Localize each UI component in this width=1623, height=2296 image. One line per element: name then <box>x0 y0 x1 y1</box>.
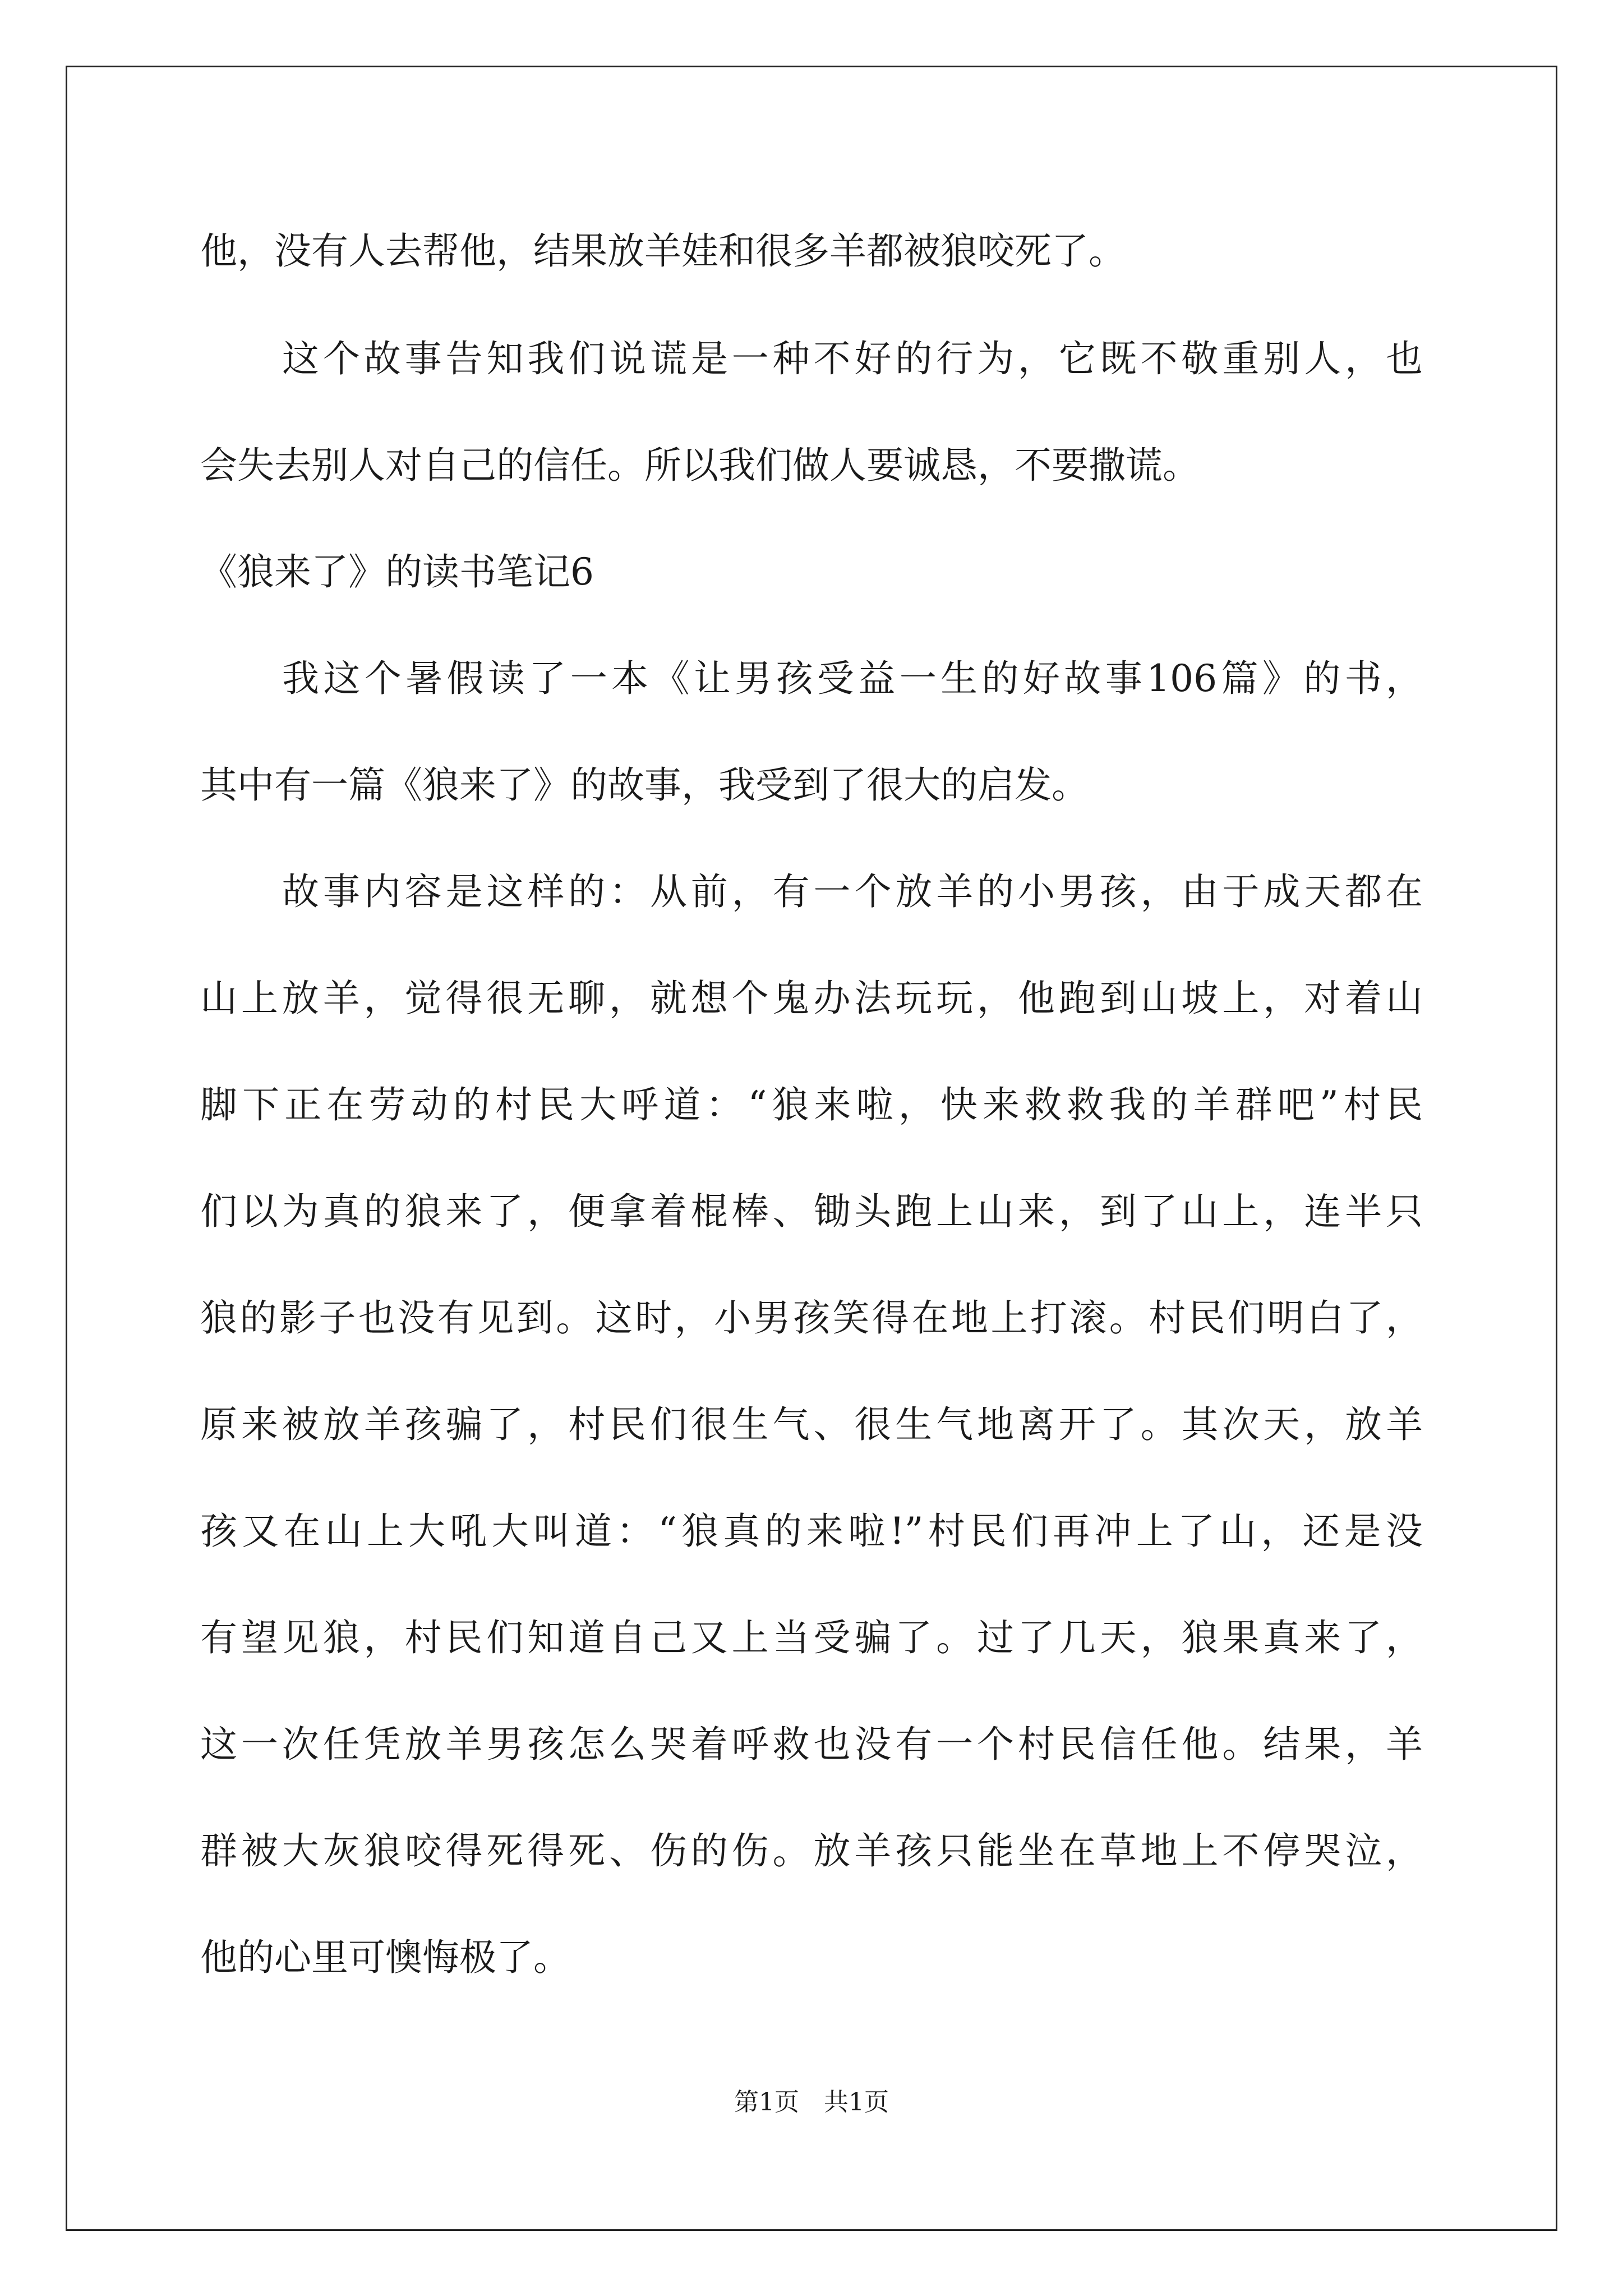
page-footer: 第1页 共1页 <box>734 2088 889 2116</box>
text-line: 会失去别人对自己的信任。所以我们做人要诚恳，不要撒谎。 <box>200 444 1200 487</box>
text-line: 他，没有人去帮他，结果放羊娃和很多羊都被狼咬死了。 <box>200 229 1126 273</box>
text-line: 群被大灰狼咬得死得死、伤的伤。放羊孩只能坐在草地上不停哭泣， <box>200 1829 1423 1872</box>
text-line: 这一次任凭放羊男孩怎么哭着呼救也没有一个村民信任他。结果，羊 <box>200 1723 1423 1766</box>
page-border <box>66 66 1557 2231</box>
text-line: 故事内容是这样的：从前，有一个放羊的小男孩，由于成天都在 <box>282 870 1423 913</box>
text-line: 孩又在山上大吼大叫道：“狼真的来啦!”村民们再冲上了山，还是没 <box>200 1510 1423 1553</box>
text-line: 他的心里可懊悔极了。 <box>200 1936 570 1979</box>
text-line: 我这个暑假读了一本《让男孩受益一生的好故事106篇》的书， <box>282 657 1423 700</box>
text-line: 这个故事告知我们说谎是一种不好的行为，它既不敬重别人，也 <box>282 337 1423 380</box>
text-line: 山上放羊，觉得很无聊，就想个鬼办法玩玩，他跑到山坡上，对着山 <box>200 977 1423 1020</box>
section-heading: 《狼来了》的读书笔记6 <box>200 550 594 593</box>
text-line: 脚下正在劳动的村民大呼道：“狼来啦，快来救救我的羊群吧”村民 <box>200 1083 1423 1126</box>
text-line: 狼的影子也没有见到。这时，小男孩笑得在地上打滚。村民们明白了， <box>200 1296 1423 1340</box>
text-line: 们以为真的狼来了，便拿着棍棒、锄头跑上山来，到了山上，连半只 <box>200 1190 1423 1233</box>
text-line: 原来被放羊孩骗了，村民们很生气、很生气地离开了。其次天，放羊 <box>200 1403 1423 1446</box>
text-line: 其中有一篇《狼来了》的故事，我受到了很大的启发。 <box>200 763 1089 807</box>
text-line: 有望见狼，村民们知道自己又上当受骗了。过了几天，狼果真来了， <box>200 1616 1423 1659</box>
